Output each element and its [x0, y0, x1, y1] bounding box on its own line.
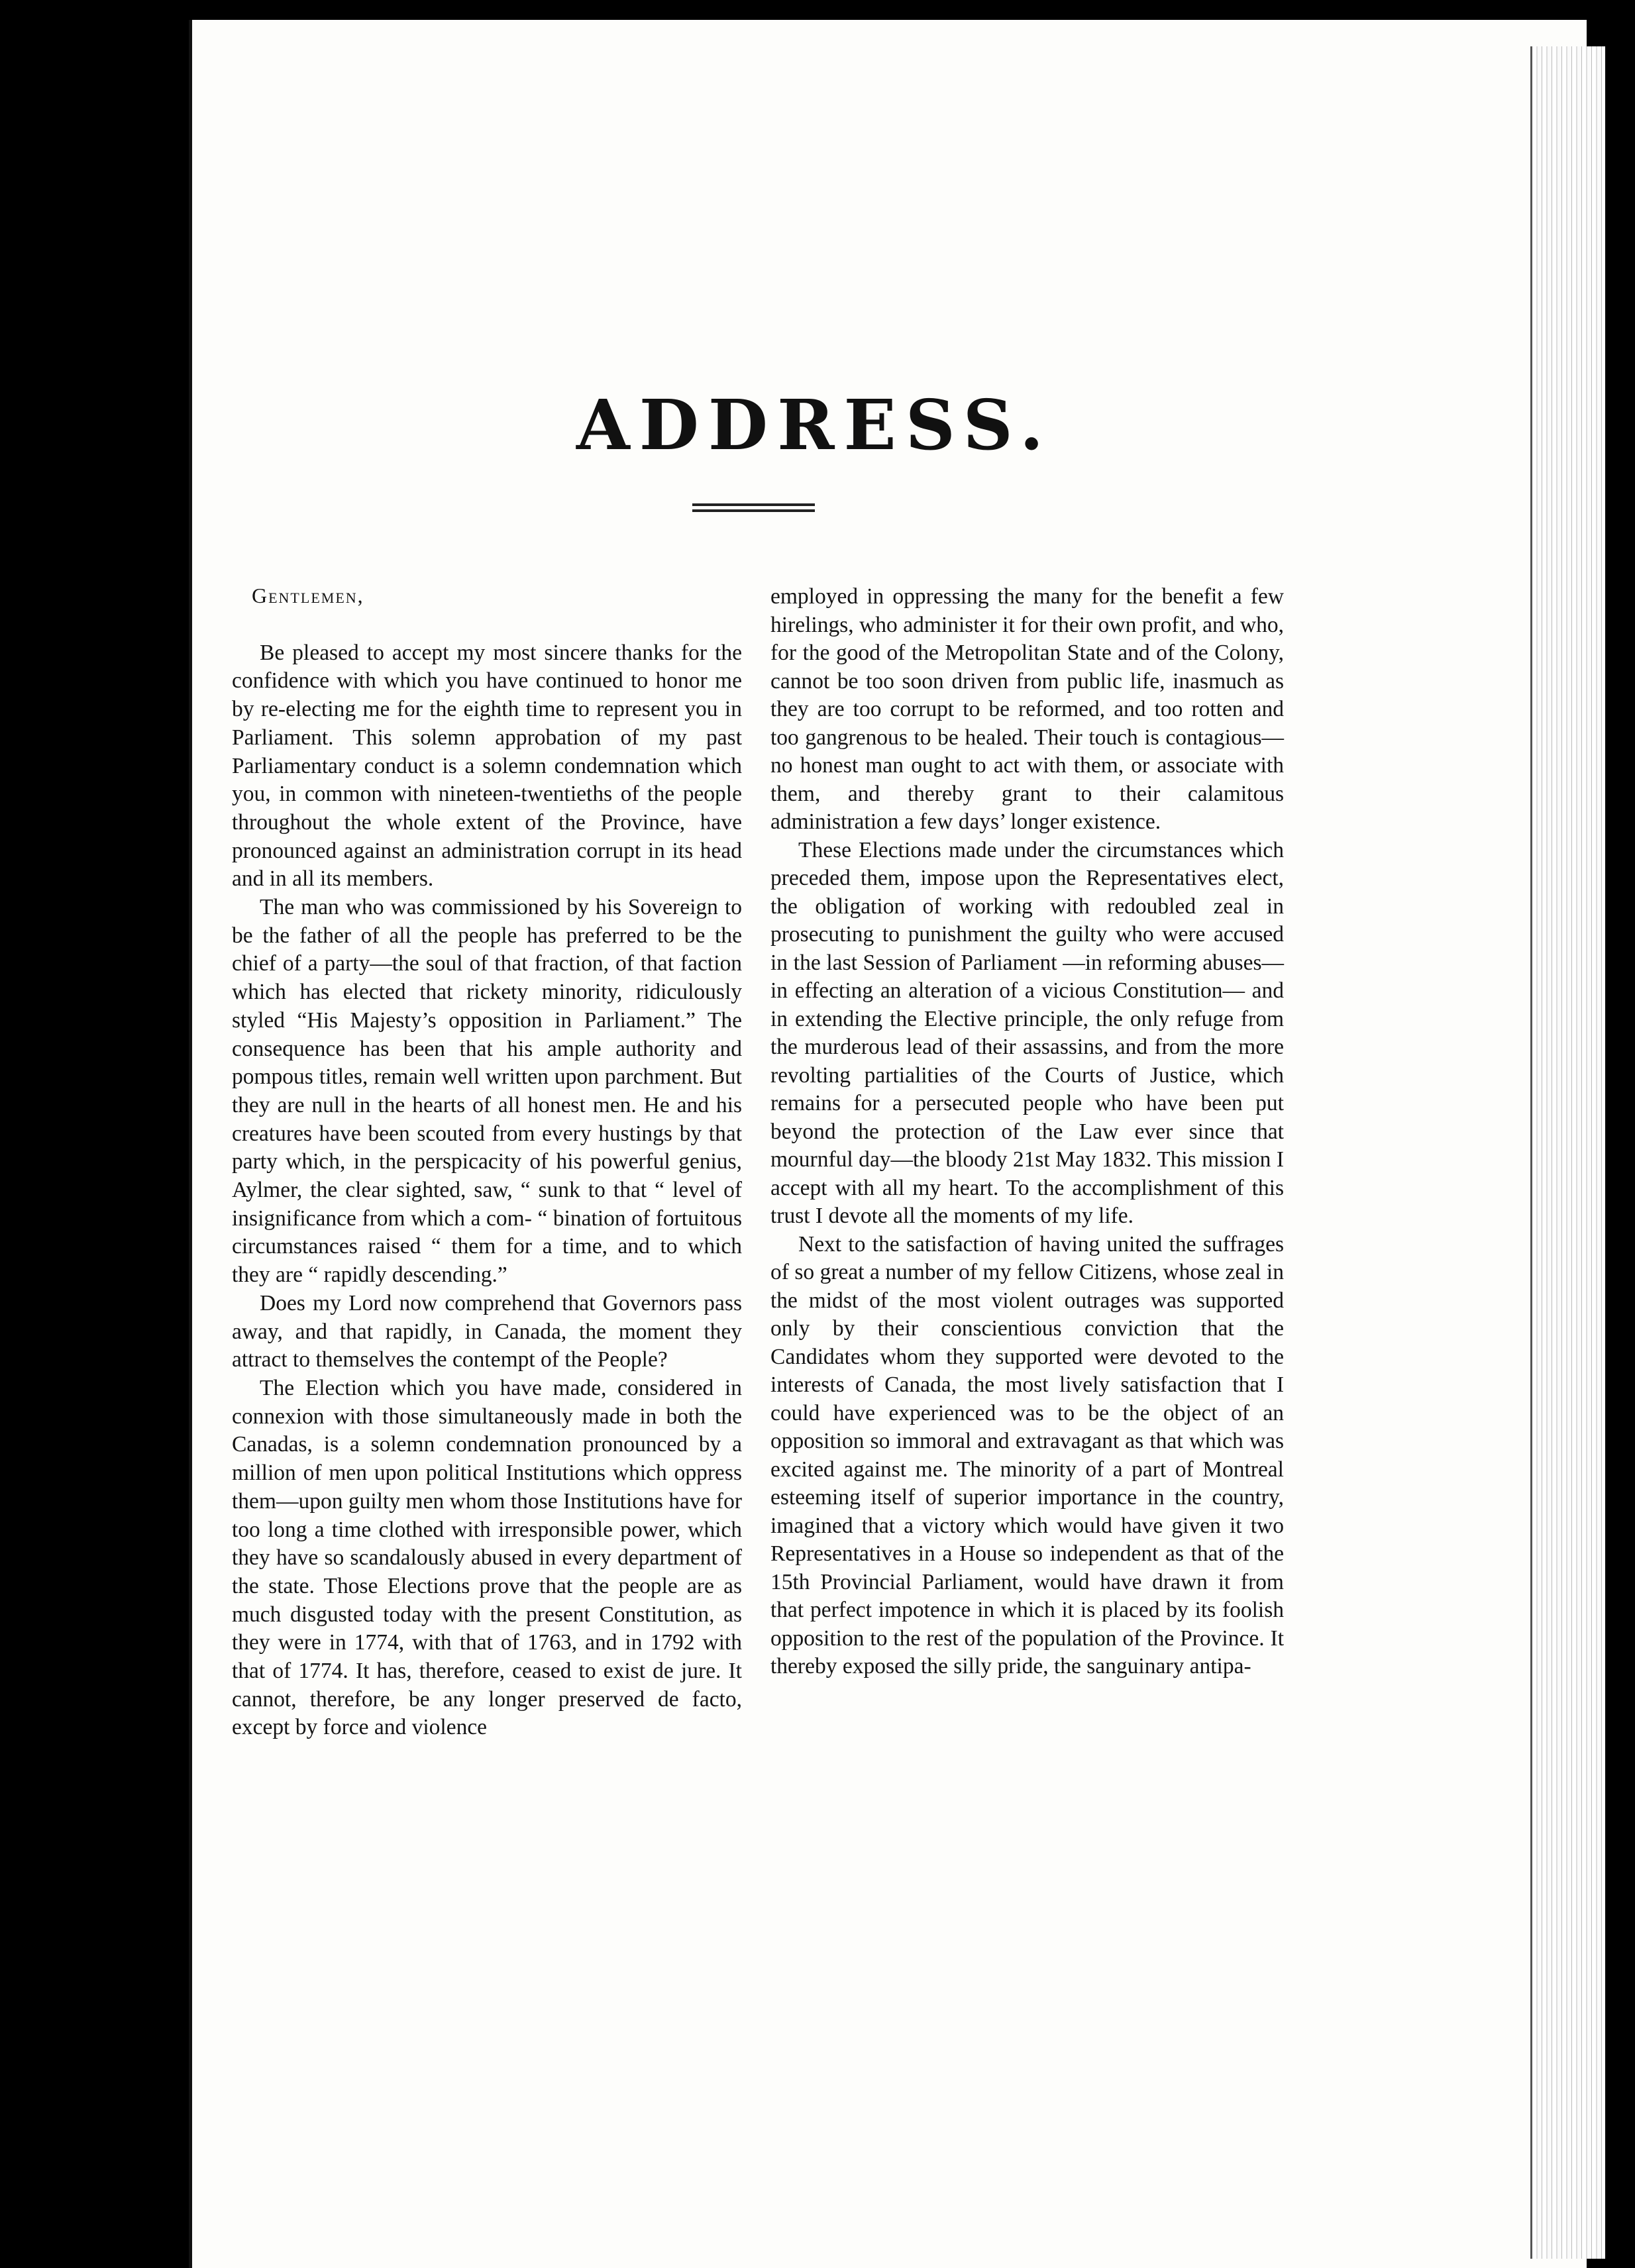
page-edges [1530, 46, 1605, 2259]
paragraph: Next to the satisfaction of having united the suffrages of so great a number of my fellow Citizens, whose zeal in the midst of the most violent outrages was supported only by their conscientious conviction that the Candidates whom they supported were devoted to the interests of Canada, the most lively satisfaction that I could have experienced was to be the object of an opposition so immoral and extravagant as that which was excited against me. The minority of a part of Montreal esteeming itself of superior importance in the country, imagined that a victory which would have given it two Representatives in a House so independent as that of the 15th Provincial Parliament, would have drawn it from that perfect impotence in which it is placed by its foolish opposition to the rest of the population of the Province. It thereby exposed the silly pride, the sanguinary antipa- [770, 1231, 1284, 1678]
paragraph: The Election which you have made, considered in connexion with those simultaneously made in both the Canadas, is a solemn condemnation pronounced by a million of men upon political Institutions which oppress them—upon guilty men whom those Institutions have for too long a time clothed with irresponsible power, which they have so scandalously abused in every department of the state. Those Elections prove that the people are as much disgusted today with the present Constitution, as they were in 1774, with that of 1763, and in 1792 with that of 1774. It has, therefore, ceased to exist de jure. It cannot, therefore, be any longer preserved de facto, except by force and violence [232, 1375, 742, 1740]
left-column [232, 582, 742, 1742]
page-title: ADDRESS. [576, 384, 1053, 466]
paragraph: These Elections made under the circumstances which preceded them, impose upon the Representatives elect, the obligation of working with redoubled zeal in prosecuting to punishment the guilty who were accused in the last Session of Parliament —in reforming abuses—in effecting an alteration of a vicious Constitution— and in extending the Elective principle, the only refuge from the murderous lead of their assassins, and from the more revolting partialities of the Courts of Justice, which remains for a persecuted people who have been put beyond the protection of the Law ever since that mournful day—the bloody 21st May 1832. This mission I accept with all my heart. To the accomplishment of this trust I devote all the moments of my life. [770, 837, 1284, 1228]
salutation: Gentlemen, [252, 584, 364, 607]
right-column [770, 583, 1284, 1681]
title-ornament-rule [692, 503, 815, 518]
paragraph-continued: employed in oppressing the many for the benefit a few hirelings, who administer it for their own profit, and who, for the good of the Metropolitan State and of the Colony, cannot be too soon driven from public life, inasmuch as they are too corrupt to be reformed, and too rotten and too gangrenous to be healed. Their touch is contagious—no honest man ought to act with them, or associate with them, and thereby grant to their calamitous administration a few days’ longer existence. [770, 584, 1284, 834]
paragraph: Be pleased to accept my most sincere thanks for the confidence with which you have continued to honor me by re-electing me for the eighth time to represent you in Parliament. This solemn approbation of my past Parliamentary conduct is a solemn condemnation which you, in common with nineteen-twentieths of the people throughout the whole extent of the Province, have pronounced against an administration corrupt in its head and in all its members. [232, 640, 742, 892]
paragraph: Does my Lord now comprehend that Governors pass away, and that rapidly, in Canada, the moment they attract to themselves the contempt of the People? [232, 1290, 742, 1372]
paragraph: The man who was commissioned by his Sovereign to be the father of all the people has preferred to be the chief of a party—the soul of that fraction, of that faction which has elected that rickety minority, ridiculously styled “His Majesty’s opposition in Parliament.” The consequence has been that his ample authority and pompous titles, remain well written upon parchment. But they are null in the hearts of all honest men. He and his creatures have been scouted from every hustings by that party which, in the perspicacity of his powerful genius, Aylmer, the clear sighted, saw, “ sunk to that “ level of insignificance from which a com- “ bination of fortuitous circumstances raised “ them for a time, and to which they are “ rapidly descending.” [232, 895, 742, 1288]
